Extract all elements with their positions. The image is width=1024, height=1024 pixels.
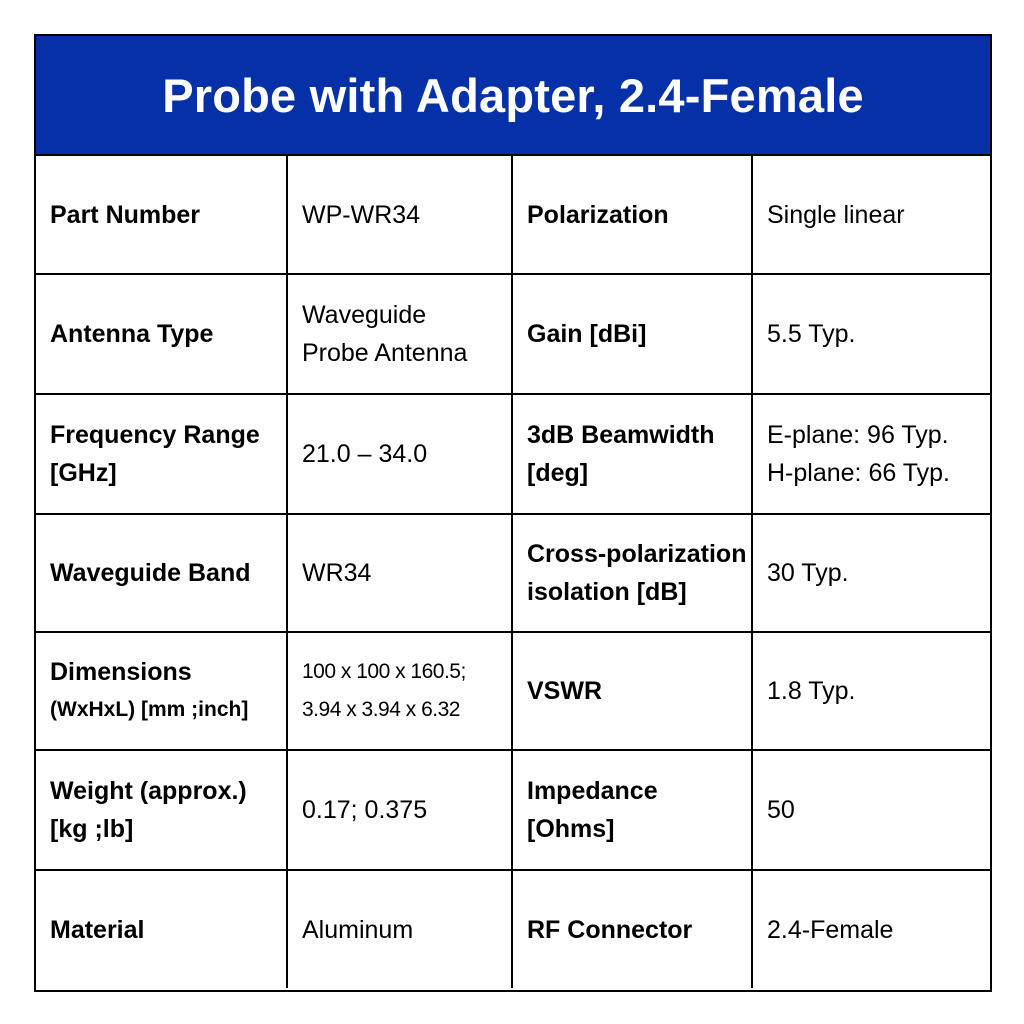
spec-value-dimensions: 100 x 100 x 160.5; 3.94 x 3.94 x 6.32 [287,632,512,750]
table-row [36,750,990,870]
spec-value-gain: 5.5 Typ. [752,274,990,394]
table-row [36,514,990,632]
spec-label-impedance: Impedance [Ohms] [512,750,752,870]
spec-value-part-number: WP-WR34 [287,156,512,274]
spec-label-weight: Weight (approx.) [kg ;lb] [36,750,287,870]
table-row [36,870,990,988]
title-bar [36,36,990,156]
spec-value-beamwidth: E-plane: 96 Typ. H-plane: 66 Typ. [752,394,990,514]
spec-value-impedance: 50 [752,750,990,870]
table-row [36,394,990,514]
spec-table [36,156,990,988]
table-row [36,274,990,394]
spec-value-antenna-type: Waveguide Probe Antenna [287,274,512,394]
spec-label-antenna-type: Antenna Type [36,274,287,394]
spec-value-waveguide-band: WR34 [287,514,512,632]
spec-label-waveguide-band: Waveguide Band [36,514,287,632]
spec-label-part-number: Part Number [36,156,287,274]
spec-label-gain: Gain [dBi] [512,274,752,394]
spec-label-rf-connector: RF Connector [512,870,752,988]
page-title: Probe with Adapter, 2.4-Female [162,68,864,122]
spec-label-polarization: Polarization [512,156,752,274]
spec-label-material: Material [36,870,287,988]
spec-value-material: Aluminum [287,870,512,988]
spec-value-rf-connector: 2.4-Female [752,870,990,988]
spec-value-weight: 0.17; 0.375 [287,750,512,870]
table-row [36,632,990,750]
spec-label-beamwidth: 3dB Beamwidth [deg] [512,394,752,514]
spec-value-vswr: 1.8 Typ. [752,632,990,750]
spec-label-dimensions: Dimensions (WxHxL) [mm ;inch] [36,632,287,750]
spec-label-vswr: VSWR [512,632,752,750]
spec-value-frequency-range: 21.0 – 34.0 [287,394,512,514]
spec-value-cross-polarization: 30 Typ. [752,514,990,632]
spec-label-cross-polarization: Cross-polarization isolation [dB] [512,514,752,632]
table-row [36,156,990,274]
spec-value-polarization: Single linear [752,156,990,274]
spec-sheet [34,34,992,992]
spec-label-frequency-range: Frequency Range [GHz] [36,394,287,514]
